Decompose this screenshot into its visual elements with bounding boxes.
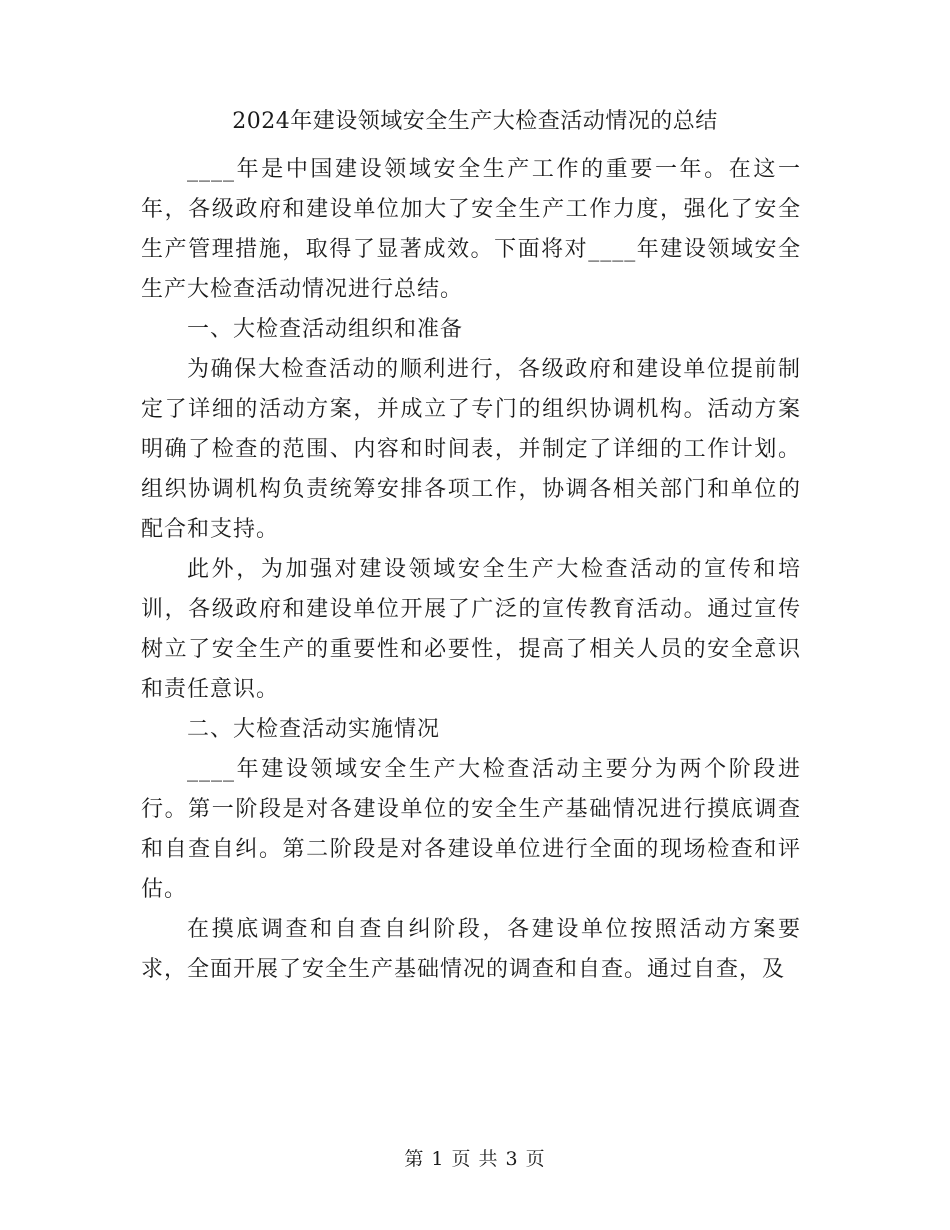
paragraph-intro: ____年是中国建设领域安全生产工作的重要一年。在这一年，各级政府和建设单位加大了安全生产工作力度，强化了安全生产管理措施，取得了显著成效。下面将对____年建设领域安全生产大检查活动情况进行总结。 — [141, 157, 801, 302]
paragraph-self-check: 在摸底调查和自查自纠阶段，各建设单位按照活动方案要求，全面开展了安全生产基础情况的调查和自查。通过自查，及 — [141, 917, 801, 982]
section-heading-1: 一、大检查活动组织和准备 — [187, 317, 464, 342]
document-title: 2024年建设领域安全生产大检查活动情况的总结 — [232, 109, 718, 134]
page-number-footer: 第 1 页 共 3 页 — [404, 1148, 546, 1170]
paragraph-stages: ____年建设领域安全生产大检查活动主要分为两个阶段进行。第一阶段是对各建设单位的安全生产基础情况进行摸底调查和自查自纠。第二阶段是对各建设单位进行全面的现场检查和评估。 — [141, 757, 801, 902]
paragraph-organization: 为确保大检查活动的顺利进行，各级政府和建设单位提前制定了详细的活动方案，并成立了专门的组织协调机构。活动方案明确了检查的范围、内容和时间表，并制定了详细的工作计划。组织协调机构负责统筹安排各项工作，协调各相关部门和单位的配合和支持。 — [141, 357, 801, 542]
document-body — [141, 150, 801, 990]
section-heading-2: 二、大检查活动实施情况 — [187, 717, 441, 742]
paragraph-publicity: 此外，为加强对建设领域安全生产大检查活动的宣传和培训，各级政府和建设单位开展了广泛的宣传教育活动。通过宣传树立了安全生产的重要性和必要性，提高了相关人员的安全意识和责任意识。 — [141, 557, 801, 702]
